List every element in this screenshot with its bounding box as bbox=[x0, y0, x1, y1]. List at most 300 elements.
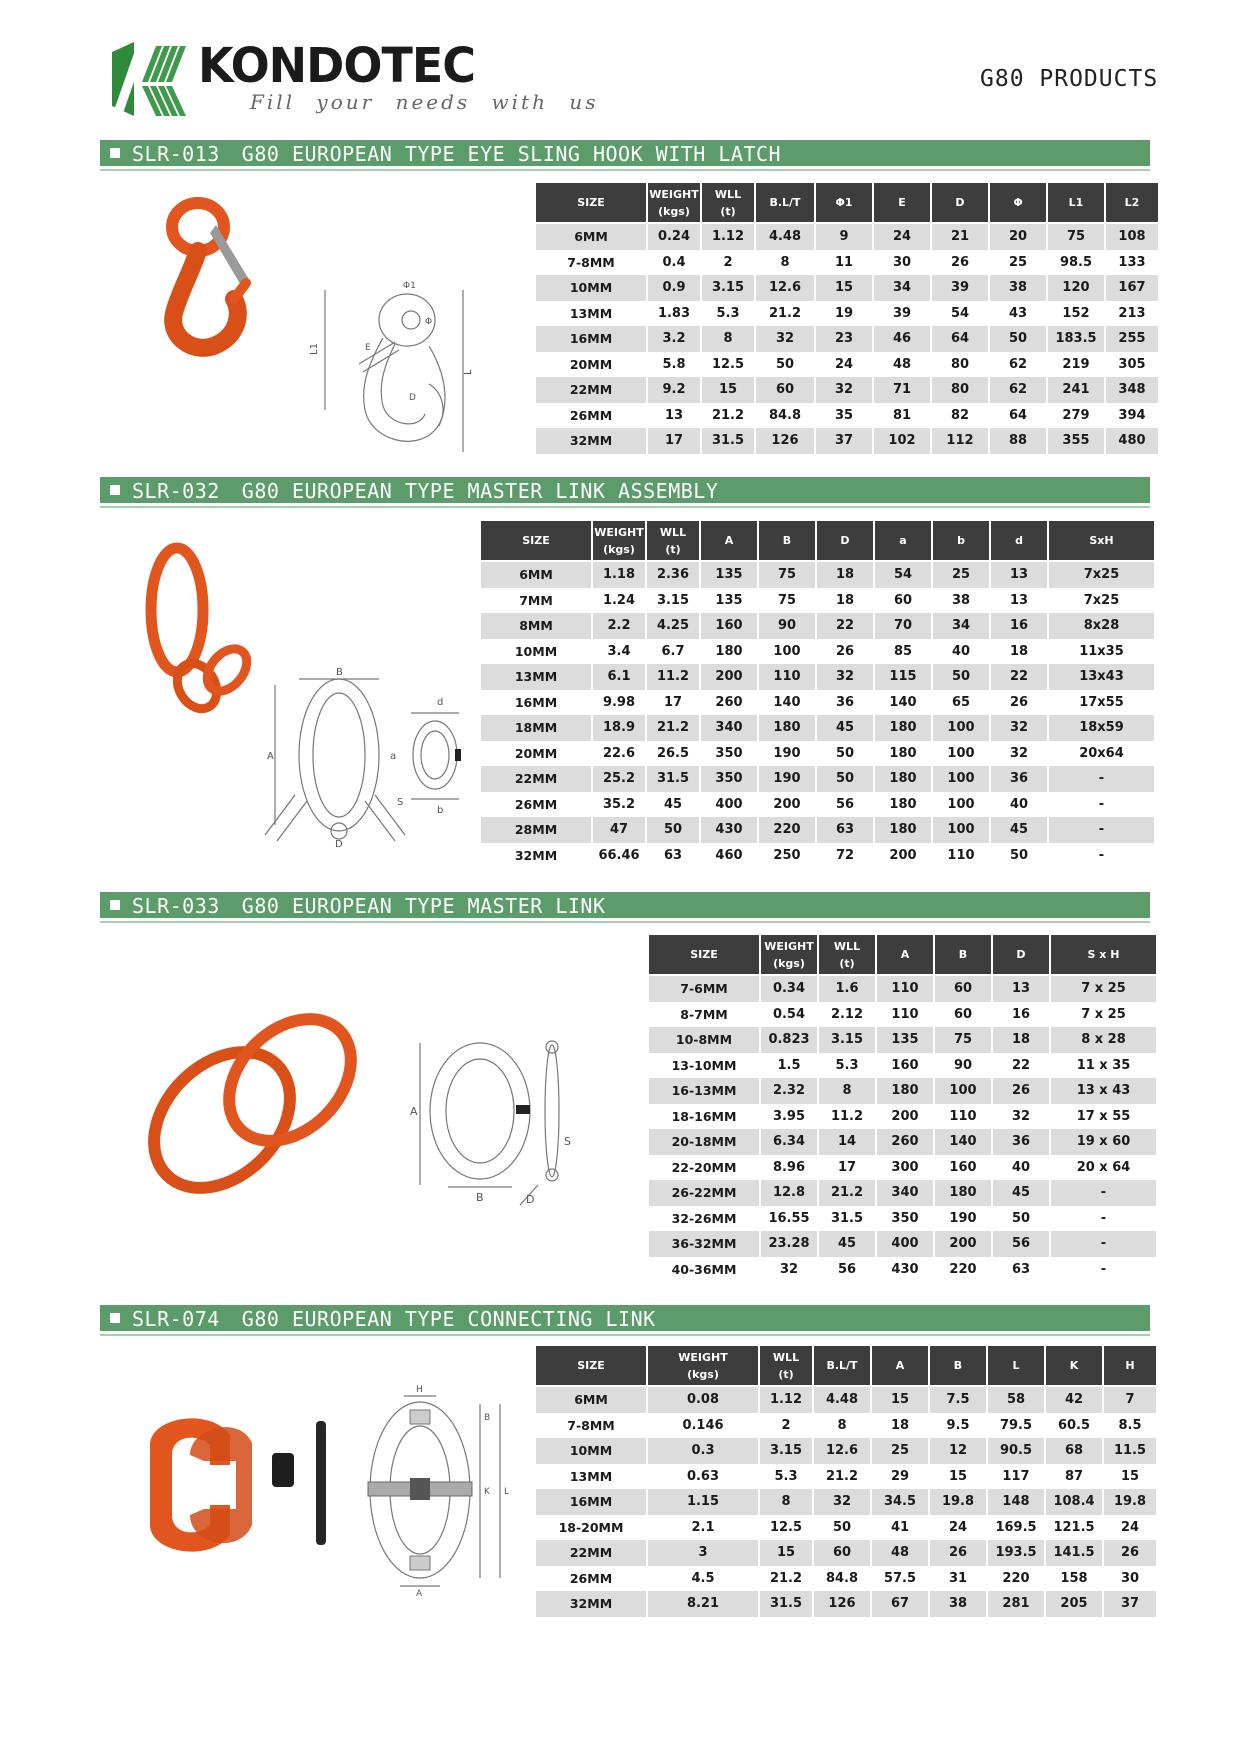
size-cell: 10MM bbox=[481, 639, 591, 665]
table-row bbox=[649, 1257, 1156, 1283]
value-cell: 32 bbox=[816, 377, 872, 403]
value-cell: 50 bbox=[814, 1515, 870, 1541]
value-cell: 190 bbox=[759, 741, 815, 767]
value-cell: 13 bbox=[648, 403, 700, 429]
column-header-label: WLL bbox=[659, 525, 687, 539]
value-cell: 348 bbox=[1106, 377, 1158, 403]
table-row bbox=[649, 976, 1156, 1002]
value-cell: 200 bbox=[875, 843, 931, 869]
column-header bbox=[1104, 1346, 1156, 1387]
value-cell: 148 bbox=[988, 1489, 1044, 1515]
value-cell: 167 bbox=[1106, 275, 1158, 301]
value-cell: 213 bbox=[1106, 301, 1158, 327]
table-row bbox=[649, 1002, 1156, 1028]
section-title: G80 EUROPEAN TYPE MASTER LINK ASSEMBLY bbox=[241, 479, 719, 503]
value-cell: 75 bbox=[759, 562, 815, 588]
bullet-square-icon bbox=[110, 148, 120, 158]
value-cell: 60 bbox=[814, 1540, 870, 1566]
table-row bbox=[481, 741, 1154, 767]
value-cell: 480 bbox=[1106, 428, 1158, 454]
column-header-label: A bbox=[724, 534, 734, 547]
value-cell: 18 bbox=[817, 588, 873, 614]
value-cell: 400 bbox=[701, 792, 757, 818]
value-cell: 15 bbox=[760, 1540, 812, 1566]
dimension-label: B bbox=[484, 1413, 491, 1423]
value-cell: 0.54 bbox=[761, 1002, 817, 1028]
value-cell: 180 bbox=[877, 1078, 933, 1104]
size-cell: 6MM bbox=[536, 224, 646, 250]
value-cell: 56 bbox=[817, 792, 873, 818]
value-cell: 31.5 bbox=[702, 428, 754, 454]
table-row bbox=[649, 1155, 1156, 1181]
value-cell: 350 bbox=[701, 766, 757, 792]
value-cell: 1.6 bbox=[819, 976, 875, 1002]
size-cell: 22MM bbox=[536, 1540, 646, 1566]
table-header-row bbox=[649, 935, 1156, 976]
value-cell: 3.15 bbox=[702, 275, 754, 301]
value-cell: 7.5 bbox=[930, 1387, 986, 1413]
value-cell: 64 bbox=[990, 403, 1046, 429]
value-cell: 220 bbox=[935, 1257, 991, 1283]
column-header bbox=[933, 521, 989, 562]
value-cell: 80 bbox=[932, 377, 988, 403]
dimension-label: D bbox=[409, 393, 416, 403]
value-cell: 2.36 bbox=[647, 562, 699, 588]
value-cell: 279 bbox=[1048, 403, 1104, 429]
size-cell: 36-32MM bbox=[649, 1231, 759, 1257]
value-cell: 22.6 bbox=[593, 741, 645, 767]
value-cell: 40 bbox=[991, 792, 1047, 818]
value-cell: 32 bbox=[993, 1104, 1049, 1130]
column-header-label: S x H bbox=[1087, 948, 1120, 961]
column-header-label: L bbox=[1012, 1359, 1020, 1372]
value-cell: 180 bbox=[875, 766, 931, 792]
column-header bbox=[760, 1346, 812, 1387]
column-header bbox=[1048, 183, 1104, 224]
value-cell: 102 bbox=[874, 428, 930, 454]
value-cell: 20 bbox=[990, 224, 1046, 250]
column-header-label: WEIGHT bbox=[594, 525, 644, 539]
brand-name: KONDOTEC bbox=[198, 36, 476, 94]
column-header-label: B bbox=[782, 534, 792, 547]
value-cell: 14 bbox=[819, 1129, 875, 1155]
value-cell: 23.28 bbox=[761, 1231, 817, 1257]
size-cell: 10-8MM bbox=[649, 1027, 759, 1053]
value-cell: 45 bbox=[817, 715, 873, 741]
value-cell: 1.12 bbox=[702, 224, 754, 250]
value-cell: 26 bbox=[991, 690, 1047, 716]
value-cell: 140 bbox=[875, 690, 931, 716]
dimension-label: Φ1 bbox=[403, 281, 416, 291]
value-cell: 11.2 bbox=[819, 1104, 875, 1130]
section-title: G80 EUROPEAN TYPE CONNECTING LINK bbox=[241, 1307, 656, 1331]
value-cell: 9 bbox=[816, 224, 872, 250]
value-cell: 79.5 bbox=[988, 1413, 1044, 1439]
value-cell: 430 bbox=[877, 1257, 933, 1283]
value-cell: 19 bbox=[816, 301, 872, 327]
value-cell: 8.21 bbox=[648, 1591, 758, 1617]
column-header-label: WLL bbox=[833, 939, 861, 953]
value-cell: 3.15 bbox=[760, 1438, 812, 1464]
value-cell: 18 bbox=[993, 1027, 1049, 1053]
value-cell: 430 bbox=[701, 817, 757, 843]
value-cell: 25.2 bbox=[593, 766, 645, 792]
dimension-label: Φ bbox=[425, 317, 433, 327]
value-cell: 340 bbox=[877, 1180, 933, 1206]
value-cell: 117 bbox=[988, 1464, 1044, 1490]
value-cell: 36 bbox=[993, 1129, 1049, 1155]
value-cell: 68 bbox=[1046, 1438, 1102, 1464]
section-code: SLR-074 bbox=[132, 1307, 220, 1331]
value-cell: 38 bbox=[930, 1591, 986, 1617]
dimension-label: D bbox=[335, 839, 343, 850]
value-cell: 1.24 bbox=[593, 588, 645, 614]
dimension-label: a bbox=[390, 751, 397, 762]
value-cell: 32 bbox=[991, 715, 1047, 741]
table-row bbox=[649, 1027, 1156, 1053]
value-cell: 50 bbox=[817, 741, 873, 767]
value-cell: 152 bbox=[1048, 301, 1104, 327]
value-cell: 60.5 bbox=[1046, 1413, 1102, 1439]
value-cell: 21.2 bbox=[647, 715, 699, 741]
column-header-label: L1 bbox=[1068, 196, 1084, 209]
value-cell: 66.46 bbox=[593, 843, 645, 869]
column-header-label: a bbox=[899, 534, 907, 547]
column-header bbox=[988, 1346, 1044, 1387]
column-header bbox=[1046, 1346, 1102, 1387]
size-cell: 6MM bbox=[481, 562, 591, 588]
column-header bbox=[701, 521, 757, 562]
value-cell: 180 bbox=[875, 817, 931, 843]
column-header bbox=[761, 935, 817, 976]
table-header-row bbox=[481, 521, 1154, 562]
column-header-label: SxH bbox=[1089, 534, 1114, 547]
value-cell: 16.55 bbox=[761, 1206, 817, 1232]
dimension-label: B bbox=[336, 667, 343, 678]
table-row bbox=[649, 1206, 1156, 1232]
value-cell: 8.5 bbox=[1104, 1413, 1156, 1439]
table-row bbox=[649, 1104, 1156, 1130]
value-cell: 24 bbox=[816, 352, 872, 378]
column-header bbox=[647, 521, 699, 562]
value-cell: 0.9 bbox=[648, 275, 700, 301]
size-cell: 8-7MM bbox=[649, 1002, 759, 1028]
value-cell: 260 bbox=[701, 690, 757, 716]
value-cell: 5.3 bbox=[702, 301, 754, 327]
value-cell: 60 bbox=[756, 377, 814, 403]
column-header-label: SIZE bbox=[690, 948, 718, 961]
value-cell: 13 bbox=[993, 976, 1049, 1002]
value-cell: 63 bbox=[817, 817, 873, 843]
value-cell: 100 bbox=[933, 792, 989, 818]
value-cell: 121.5 bbox=[1046, 1515, 1102, 1541]
size-cell: 13MM bbox=[536, 1464, 646, 1490]
value-cell: 26 bbox=[1104, 1540, 1156, 1566]
column-header-label: SIZE bbox=[577, 196, 605, 209]
size-cell: 10MM bbox=[536, 1438, 646, 1464]
table-row bbox=[536, 250, 1158, 276]
value-cell: 90 bbox=[935, 1053, 991, 1079]
value-cell: 1.15 bbox=[648, 1489, 758, 1515]
size-cell: 18-16MM bbox=[649, 1104, 759, 1130]
value-cell: 37 bbox=[1104, 1591, 1156, 1617]
value-cell: 90 bbox=[759, 613, 815, 639]
column-header bbox=[875, 521, 931, 562]
value-cell: 1.83 bbox=[648, 301, 700, 327]
column-header bbox=[930, 1346, 986, 1387]
value-cell: 58 bbox=[988, 1387, 1044, 1413]
table-row bbox=[481, 690, 1154, 716]
spec-table-slr-033 bbox=[647, 935, 1158, 1282]
value-cell: 0.63 bbox=[648, 1464, 758, 1490]
table-row bbox=[536, 428, 1158, 454]
size-cell: 26MM bbox=[536, 1566, 646, 1592]
column-header bbox=[649, 935, 759, 976]
value-cell: 100 bbox=[933, 715, 989, 741]
size-cell: 40-36MM bbox=[649, 1257, 759, 1283]
value-cell: 38 bbox=[933, 588, 989, 614]
value-cell: 300 bbox=[877, 1155, 933, 1181]
column-header bbox=[648, 183, 700, 224]
dimension-label: L bbox=[463, 369, 474, 375]
table-row bbox=[536, 1464, 1156, 1490]
table-row bbox=[536, 403, 1158, 429]
size-cell: 10MM bbox=[536, 275, 646, 301]
value-cell: 63 bbox=[993, 1257, 1049, 1283]
value-cell: 7x25 bbox=[1049, 562, 1154, 588]
table-row bbox=[536, 352, 1158, 378]
value-cell: 32 bbox=[991, 741, 1047, 767]
value-cell: 34.5 bbox=[872, 1489, 928, 1515]
column-header bbox=[1106, 183, 1158, 224]
value-cell: 26 bbox=[993, 1078, 1049, 1104]
dimension-label: S bbox=[397, 797, 404, 808]
value-cell: 460 bbox=[701, 843, 757, 869]
column-header bbox=[817, 521, 873, 562]
value-cell: 4.5 bbox=[648, 1566, 758, 1592]
value-cell: 180 bbox=[759, 715, 815, 741]
value-cell: 8 bbox=[702, 326, 754, 352]
value-cell: 54 bbox=[932, 301, 988, 327]
value-cell: 50 bbox=[817, 766, 873, 792]
value-cell: 3.15 bbox=[819, 1027, 875, 1053]
section-bar-slr-032 bbox=[100, 477, 1150, 503]
size-cell: 32MM bbox=[481, 843, 591, 869]
value-cell: 110 bbox=[877, 1002, 933, 1028]
value-cell: 3.4 bbox=[593, 639, 645, 665]
value-cell: 0.34 bbox=[761, 976, 817, 1002]
column-header-label: WLL bbox=[714, 187, 742, 201]
value-cell: 160 bbox=[701, 613, 757, 639]
value-cell: 340 bbox=[701, 715, 757, 741]
value-cell: 8 bbox=[756, 250, 814, 276]
spec-table-slr-032 bbox=[479, 521, 1156, 868]
value-cell: 8 bbox=[760, 1489, 812, 1515]
section-code: SLR-013 bbox=[132, 142, 220, 166]
value-cell: 17 bbox=[648, 428, 700, 454]
value-cell: 75 bbox=[1048, 224, 1104, 250]
value-cell: 169.5 bbox=[988, 1515, 1044, 1541]
value-cell: 108 bbox=[1106, 224, 1158, 250]
value-cell: 81 bbox=[874, 403, 930, 429]
table-row bbox=[649, 1231, 1156, 1257]
value-cell: 48 bbox=[872, 1540, 928, 1566]
column-header-label: Φ bbox=[1013, 196, 1023, 209]
value-cell: 50 bbox=[933, 664, 989, 690]
table-row bbox=[481, 562, 1154, 588]
value-cell: 1.18 bbox=[593, 562, 645, 588]
column-header-unit: (t) bbox=[720, 204, 736, 218]
value-cell: 0.3 bbox=[648, 1438, 758, 1464]
section-code: SLR-033 bbox=[132, 894, 220, 918]
dimension-label: b bbox=[437, 805, 444, 816]
value-cell: 135 bbox=[701, 562, 757, 588]
brand-tagline: Fill your needs with us bbox=[250, 90, 599, 114]
value-cell: 67 bbox=[872, 1591, 928, 1617]
value-cell: 21.2 bbox=[814, 1464, 870, 1490]
connecting-link-drawing bbox=[360, 1385, 520, 1599]
value-cell: 17 bbox=[819, 1155, 875, 1181]
value-cell: 16 bbox=[991, 613, 1047, 639]
size-cell: 22MM bbox=[536, 377, 646, 403]
value-cell: 75 bbox=[759, 588, 815, 614]
column-header-label: D bbox=[1016, 948, 1026, 961]
value-cell: 2 bbox=[702, 250, 754, 276]
table-row bbox=[536, 1591, 1156, 1617]
table-row bbox=[481, 766, 1154, 792]
column-header-label: D bbox=[955, 196, 965, 209]
table-header-row bbox=[536, 1346, 1156, 1387]
value-cell: 180 bbox=[875, 741, 931, 767]
value-cell: 112 bbox=[932, 428, 988, 454]
table-row bbox=[481, 843, 1154, 869]
value-cell: 21.2 bbox=[756, 301, 814, 327]
value-cell: 255 bbox=[1106, 326, 1158, 352]
dimension-label: D bbox=[526, 1193, 535, 1206]
column-header-label: K bbox=[1069, 1359, 1079, 1372]
value-cell: 12.5 bbox=[702, 352, 754, 378]
column-header bbox=[877, 935, 933, 976]
column-header bbox=[819, 935, 875, 976]
value-cell: 17 x 55 bbox=[1051, 1104, 1156, 1130]
size-cell: 26-22MM bbox=[649, 1180, 759, 1206]
column-header bbox=[935, 935, 991, 976]
value-cell: 135 bbox=[701, 588, 757, 614]
value-cell: 100 bbox=[933, 741, 989, 767]
value-cell: 45 bbox=[647, 792, 699, 818]
value-cell: 193.5 bbox=[988, 1540, 1044, 1566]
size-cell: 20-18MM bbox=[649, 1129, 759, 1155]
dimension-label: L bbox=[504, 1487, 510, 1497]
value-cell: 19.8 bbox=[1104, 1489, 1156, 1515]
value-cell: 11.2 bbox=[647, 664, 699, 690]
column-header-label: B.L/T bbox=[769, 196, 801, 209]
column-header bbox=[536, 1346, 646, 1387]
table-row bbox=[536, 275, 1158, 301]
value-cell: 35.2 bbox=[593, 792, 645, 818]
value-cell: 22 bbox=[991, 664, 1047, 690]
value-cell: 3 bbox=[648, 1540, 758, 1566]
value-cell: 1.12 bbox=[760, 1387, 812, 1413]
column-header bbox=[990, 183, 1046, 224]
value-cell: 3.2 bbox=[648, 326, 700, 352]
value-cell: 220 bbox=[988, 1566, 1044, 1592]
value-cell: 126 bbox=[814, 1591, 870, 1617]
value-cell: 4.48 bbox=[756, 224, 814, 250]
value-cell: 0.146 bbox=[648, 1413, 758, 1439]
value-cell: 56 bbox=[819, 1257, 875, 1283]
size-cell: 13-10MM bbox=[649, 1053, 759, 1079]
value-cell: 15 bbox=[816, 275, 872, 301]
value-cell: 281 bbox=[988, 1591, 1044, 1617]
size-cell: 22MM bbox=[481, 766, 591, 792]
value-cell: - bbox=[1049, 843, 1154, 869]
table-row bbox=[536, 1540, 1156, 1566]
value-cell: 180 bbox=[935, 1180, 991, 1206]
size-cell: 16MM bbox=[481, 690, 591, 716]
value-cell: 15 bbox=[872, 1387, 928, 1413]
column-header bbox=[816, 183, 872, 224]
value-cell: 135 bbox=[877, 1027, 933, 1053]
value-cell: 141.5 bbox=[1046, 1540, 1102, 1566]
value-cell: 56 bbox=[993, 1231, 1049, 1257]
value-cell: 90.5 bbox=[988, 1438, 1044, 1464]
spec-table-slr-074 bbox=[534, 1346, 1158, 1617]
value-cell: - bbox=[1051, 1206, 1156, 1232]
value-cell: 30 bbox=[874, 250, 930, 276]
value-cell: 18 bbox=[817, 562, 873, 588]
value-cell: 190 bbox=[935, 1206, 991, 1232]
value-cell: 60 bbox=[935, 1002, 991, 1028]
column-header-label: d bbox=[1015, 534, 1023, 547]
value-cell: 126 bbox=[756, 428, 814, 454]
size-cell: 26MM bbox=[536, 403, 646, 429]
table-row bbox=[481, 588, 1154, 614]
bullet-square-icon bbox=[110, 1313, 120, 1323]
column-header-label: A bbox=[895, 1359, 905, 1372]
size-cell: 6MM bbox=[536, 1387, 646, 1413]
value-cell: 13 x 43 bbox=[1051, 1078, 1156, 1104]
value-cell: 25 bbox=[990, 250, 1046, 276]
table-row bbox=[649, 1180, 1156, 1206]
master-link-assembly-drawing bbox=[265, 667, 475, 850]
column-header bbox=[874, 183, 930, 224]
master-link-assembly-photo bbox=[135, 540, 265, 730]
value-cell: 5.8 bbox=[648, 352, 700, 378]
value-cell: 160 bbox=[877, 1053, 933, 1079]
value-cell: 26 bbox=[817, 639, 873, 665]
dimension-label: A bbox=[410, 1105, 418, 1118]
value-cell: 4.48 bbox=[814, 1387, 870, 1413]
value-cell: 6.34 bbox=[761, 1129, 817, 1155]
value-cell: 2.2 bbox=[593, 613, 645, 639]
value-cell: 9.98 bbox=[593, 690, 645, 716]
value-cell: 62 bbox=[990, 352, 1046, 378]
column-header bbox=[932, 183, 988, 224]
size-cell: 22-20MM bbox=[649, 1155, 759, 1181]
value-cell: 71 bbox=[874, 377, 930, 403]
value-cell: 183.5 bbox=[1048, 326, 1104, 352]
value-cell: 20x64 bbox=[1049, 741, 1154, 767]
value-cell: 2.1 bbox=[648, 1515, 758, 1541]
column-header-label: SIZE bbox=[522, 534, 550, 547]
value-cell: 57.5 bbox=[872, 1566, 928, 1592]
table-row bbox=[481, 639, 1154, 665]
value-cell: 394 bbox=[1106, 403, 1158, 429]
value-cell: 241 bbox=[1048, 377, 1104, 403]
size-cell: 16MM bbox=[536, 1489, 646, 1515]
value-cell: 115 bbox=[875, 664, 931, 690]
